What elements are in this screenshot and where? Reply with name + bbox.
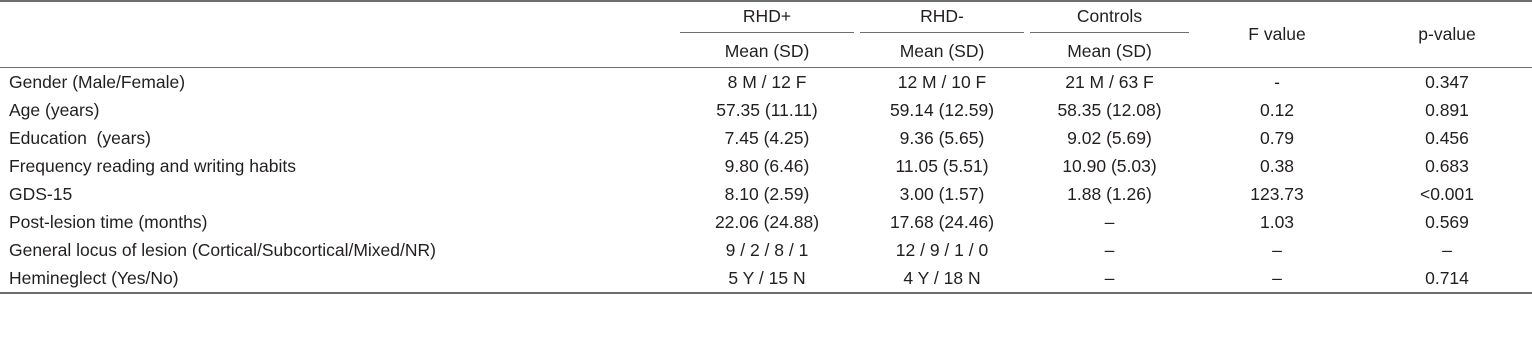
cell-f-value: - (1274, 71, 1280, 92)
cell-p-value: <0.001 (1419, 183, 1474, 204)
row-label: Education (years) (9, 127, 152, 148)
header-sub-mean-sd: Mean (SD) (899, 41, 985, 61)
cell-rhd-negative: 12 M / 10 F (897, 71, 987, 92)
table-row (0, 68, 1532, 97)
cell-controls: 9.02 (5.69) (1067, 127, 1152, 148)
cell-rhd-positive: 57.35 (11.11) (716, 99, 818, 120)
cell-controls: – (1104, 211, 1115, 232)
header-sub-mean-sd: Mean (SD) (724, 41, 810, 61)
header-group-label: Controls (1030, 6, 1189, 33)
table-body (0, 68, 1532, 294)
header-p-value: p-value (1418, 24, 1476, 44)
table-header (0, 1, 1532, 68)
cell-f-value: – (1192, 264, 1362, 293)
cell-rhd-negative: 9.36 (5.65) (899, 127, 985, 148)
table-row (0, 264, 1532, 293)
cell-rhd-negative: 59.14 (12.59) (889, 99, 995, 120)
cell-f-value: 0.79 (1259, 127, 1295, 148)
cell-rhd-positive: 9 / 2 / 8 / 1 (725, 239, 809, 260)
cell-rhd-positive: 5 Y / 15 N (677, 264, 857, 293)
cell-controls: 1.88 (1.26) (1067, 183, 1152, 204)
table-row (0, 96, 1532, 124)
table-row (0, 180, 1532, 208)
cell-p-value: 0.569 (1425, 211, 1469, 232)
row-label: Post-lesion time (months) (9, 211, 208, 232)
cell-p-value: 0.683 (1425, 155, 1469, 176)
cell-rhd-positive: 22.06 (24.88) (714, 211, 820, 232)
header-group-rhd-negative (857, 1, 1027, 36)
cell-rhd-negative: 17.68 (24.46) (889, 211, 995, 232)
table-row (0, 208, 1532, 236)
cell-controls: 58.35 (12.08) (1057, 99, 1162, 120)
header-group-label: RHD- (860, 6, 1024, 33)
cell-f-value: – (1272, 239, 1282, 260)
header-group-rhd-positive (677, 1, 857, 36)
cell-controls: – (1027, 264, 1192, 293)
header-group-controls (1027, 1, 1192, 36)
cell-rhd-negative: 11.05 (5.51) (895, 155, 989, 176)
cell-controls: – (1104, 239, 1115, 260)
row-label: Frequency reading and writing habits (9, 155, 296, 176)
cell-f-value: 0.38 (1259, 155, 1295, 176)
cell-controls: 21 M / 63 F (1065, 71, 1154, 92)
cell-rhd-positive: 7.45 (4.25) (724, 127, 810, 148)
header-f-value: F value (1248, 24, 1306, 44)
cell-f-value: 1.03 (1259, 211, 1295, 232)
header-group-label: RHD+ (680, 6, 854, 33)
header-empty-corner (0, 1, 677, 68)
row-label: Age (years) (9, 99, 100, 120)
table-row (0, 152, 1532, 180)
header-row-groups (0, 1, 1532, 36)
cell-p-value: 0.347 (1425, 71, 1469, 92)
row-label: Hemineglect (Yes/No) (0, 264, 677, 293)
table-row (0, 124, 1532, 152)
cell-p-value: 0.714 (1362, 264, 1532, 293)
cell-p-value: – (1442, 239, 1452, 260)
row-label: Gender (Male/Female) (9, 71, 186, 92)
cell-f-value: 0.12 (1259, 99, 1295, 120)
cell-controls: 10.90 (5.03) (1062, 155, 1157, 176)
cell-rhd-positive: 9.80 (6.46) (724, 155, 810, 176)
cell-rhd-negative: 12 / 9 / 1 / 0 (895, 239, 989, 260)
cell-rhd-positive: 8.10 (2.59) (724, 183, 810, 204)
cell-rhd-positive: 8 M / 12 F (727, 71, 807, 92)
header-sub-mean-sd: Mean (SD) (1067, 41, 1152, 61)
row-label: GDS-15 (9, 183, 73, 204)
cell-f-value: 123.73 (1250, 183, 1304, 204)
row-label: General locus of lesion (Cortical/Subcortical/Mixed/NR) (9, 239, 436, 260)
table-row (0, 236, 1532, 264)
cell-p-value: 0.456 (1425, 127, 1469, 148)
cell-rhd-negative: 4 Y / 18 N (857, 264, 1027, 293)
cell-rhd-negative: 3.00 (1.57) (899, 183, 985, 204)
cell-p-value: 0.891 (1425, 99, 1469, 120)
